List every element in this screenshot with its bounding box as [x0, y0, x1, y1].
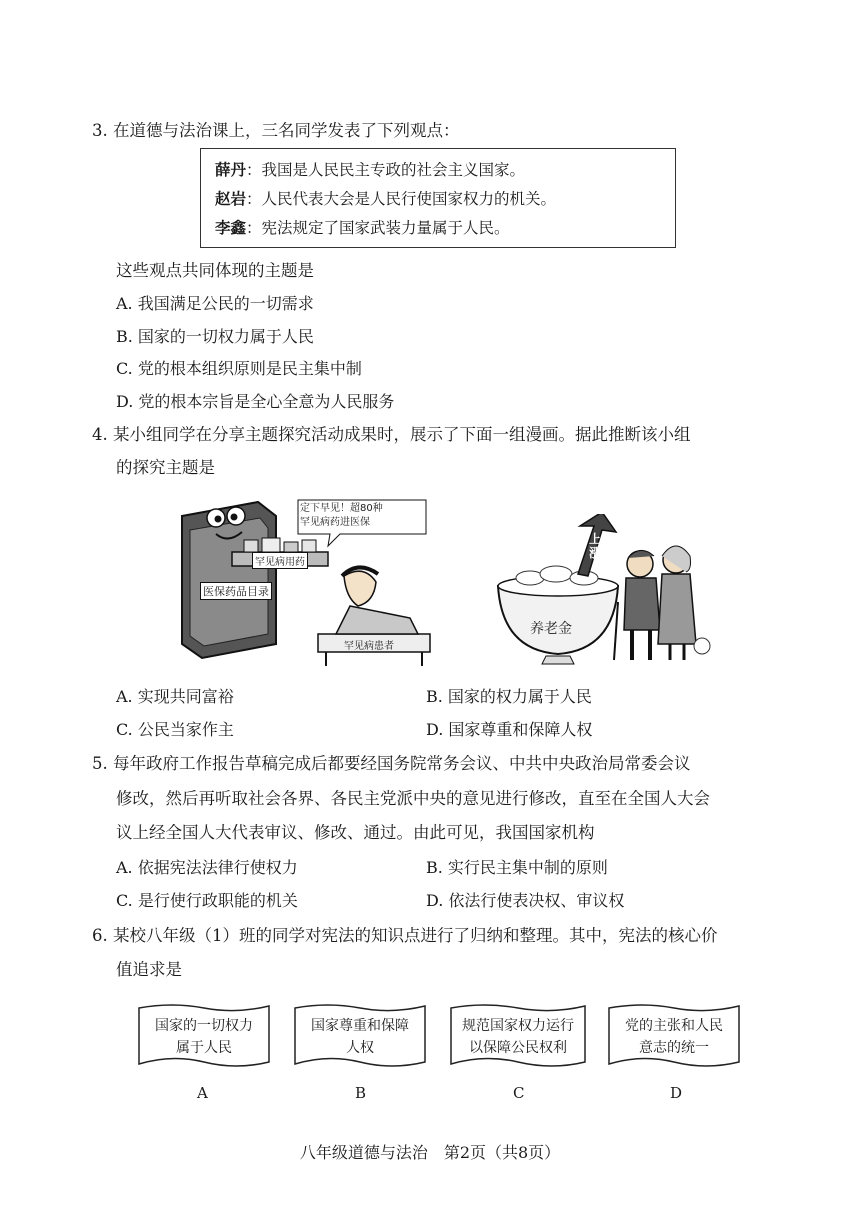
q6-card-d-shape: [606, 1002, 742, 1072]
q6-card-c-line-2: 以保障公民权利: [469, 1040, 567, 1056]
q4-stem-line-1: 4. 某小组同学在分享主题探究活动成果时，展示了下面一组漫画。据此推断该小组: [92, 425, 691, 444]
q6-card-a-line-1: 国家的一切权力: [155, 1018, 253, 1034]
cartoon-arrow-label: 上涨: [589, 532, 602, 560]
cartoon-speech-bubble: [300, 502, 383, 530]
q3-quote-box: [200, 148, 676, 248]
cartoon-bed-label: 罕见病患者: [344, 641, 394, 652]
cartoon-bowl-label: 养老金: [530, 621, 572, 637]
q3-speaker-3: 李鑫: [215, 219, 247, 237]
q5-option-d[interactable]: D. 依法行使表决权、审议权: [426, 891, 625, 910]
page-footer: 八年级道德与法治 第2页（共8页）: [299, 1143, 561, 1162]
q4-option-d[interactable]: D. 国家尊重和保障人权: [426, 720, 593, 739]
q3-speaker-1: 薛丹: [215, 161, 247, 179]
q6-card-d-line-2: 意志的统一: [639, 1040, 709, 1056]
q3-option-c[interactable]: C. 党的根本组织原则是民主集中制: [116, 359, 362, 378]
q3-option-a[interactable]: A. 我国满足公民的一切需求: [116, 294, 314, 313]
q5-stem-line-2: 修改，然后再听取社会各界、各民主党派中央的意见进行修改，直至在全国人大会: [116, 789, 710, 808]
cartoon-medical-insurance: [168, 494, 440, 670]
q5-option-a[interactable]: A. 依据宪法法律行使权力: [116, 858, 298, 877]
q6-card-a[interactable]: [136, 1002, 272, 1072]
q6-card-b-line-1: 国家尊重和保障: [311, 1018, 409, 1034]
cartoon-pension: [490, 514, 715, 672]
cartoon-chair-label: 医保药品目录: [200, 582, 272, 600]
q4-option-b[interactable]: B. 国家的权力属于人民: [426, 687, 592, 706]
q6-card-c-line-1: 规范国家权力运行: [462, 1018, 574, 1034]
q4-option-a[interactable]: A. 实现共同富裕: [116, 687, 234, 706]
q3-prompt: 这些观点共同体现的主题是: [116, 261, 314, 280]
q3-quote-3: [215, 217, 510, 239]
q3-option-b[interactable]: B. 国家的一切权力属于人民: [116, 327, 314, 346]
q6-card-a-shape: [136, 1002, 272, 1072]
q6-card-a-label: A: [197, 1084, 208, 1102]
q6-card-d-line-1: 党的主张和人民: [625, 1018, 723, 1034]
q3-quote-text-1: ：我国是人民民主专政的社会主义国家。: [246, 161, 526, 179]
q5-option-c[interactable]: C. 是行使行政职能的机关: [116, 891, 298, 910]
q6-card-a-line-2: 属于人民: [176, 1040, 232, 1056]
q6-card-b-shape: [292, 1002, 428, 1072]
q3-quote-text-3: ：宪法规定了国家武装力量属于人民。: [246, 219, 510, 237]
q6-card-c-shape: [448, 1002, 588, 1072]
q5-option-b[interactable]: B. 实行民主集中制的原则: [426, 858, 608, 877]
q6-card-c-label: C: [513, 1084, 525, 1102]
q4-option-c[interactable]: C. 公民当家作主: [116, 720, 234, 739]
q6-stem-line-1: 6. 某校八年级（1）班的同学对宪法的知识点进行了归纳和整理。其中，宪法的核心价: [92, 926, 718, 945]
q6-card-b-label: B: [355, 1084, 367, 1102]
cartoon-speech-line-1: 定下早见！超80种: [300, 503, 383, 514]
q3-speaker-2: 赵岩: [215, 190, 247, 208]
q6-stem-line-2: 值追求是: [116, 960, 182, 979]
cartoon-speech-line-2: 罕见病药进医保: [300, 517, 370, 528]
q6-card-d[interactable]: [606, 1002, 742, 1072]
q6-card-c[interactable]: [448, 1002, 588, 1072]
q5-stem-line-1: 5. 每年政府工作报告草稿完成后都要经国务院常务会议、中共中央政治局常委会议: [92, 754, 691, 773]
q6-card-d-label: D: [670, 1084, 683, 1102]
q3-quote-text-2: ：人民代表大会是人民行使国家权力的机关。: [246, 190, 557, 208]
q3-quote-1: [215, 159, 525, 181]
q3-option-d[interactable]: D. 党的根本宗旨是全心全意为人民服务: [116, 392, 395, 411]
q3-quote-2: [215, 188, 556, 210]
q3-stem: 3. 在道德与法治课上，三名同学发表了下列观点：: [92, 121, 460, 140]
cartoon-tray-label: 罕见病用药: [252, 552, 308, 569]
q6-card-b-line-2: 人权: [346, 1040, 374, 1056]
q6-card-b[interactable]: [292, 1002, 428, 1072]
q5-stem-line-3: 议上经全国人大代表审议、修改、通过。由此可见，我国国家机构: [116, 823, 595, 842]
q4-stem-line-2: 的探究主题是: [116, 458, 215, 477]
